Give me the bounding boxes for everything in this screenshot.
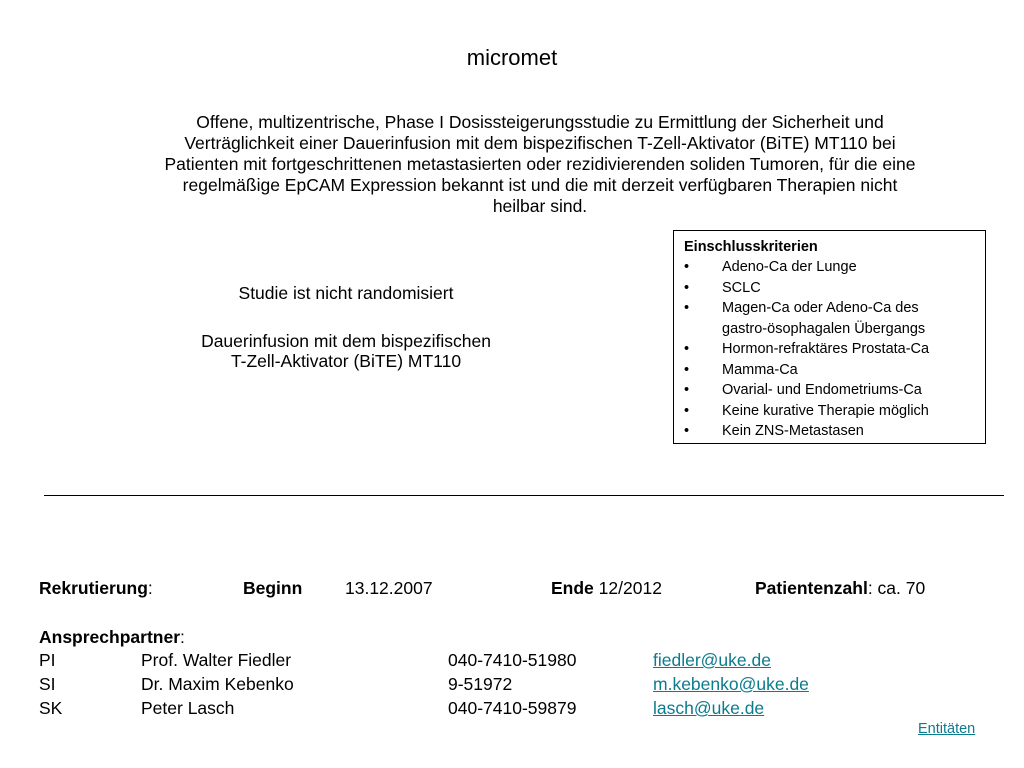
criteria-item <box>684 401 975 422</box>
bullet-icon: • <box>684 259 690 275</box>
bullet-icon: • <box>684 300 690 316</box>
section-divider <box>44 495 1004 496</box>
criteria-item-text: SCLC <box>722 279 761 296</box>
contact-name: Prof. Walter Fiedler <box>141 650 292 670</box>
contact-name: Peter Lasch <box>141 698 235 718</box>
patient-count-value: : ca. 70 <box>867 578 926 598</box>
criteria-item <box>684 380 975 401</box>
contact-email-link[interactable]: m.kebenko@uke.de <box>653 674 809 694</box>
recruitment-label: Rekrutierung: <box>39 578 153 598</box>
infusion-note: Dauerinfusion mit dem bispezifischen T-Zell-Aktivator (BiTE) MT110 <box>201 331 491 371</box>
contact-phone: 9-51972 <box>448 674 513 694</box>
start-date: 13.12.2007 <box>345 578 433 598</box>
end-date: 12/2012 <box>598 578 662 598</box>
page-title: micromet <box>466 45 558 70</box>
start-label: Beginn <box>243 578 303 598</box>
patient-count <box>755 576 925 600</box>
contact-phone: 040-7410-59879 <box>448 698 577 718</box>
bullet-icon: • <box>684 423 690 439</box>
end-label: Ende <box>551 578 594 598</box>
criteria-item <box>684 257 975 278</box>
criteria-item <box>684 298 975 339</box>
randomization-note: Studie ist nicht randomisiert <box>238 283 454 303</box>
contacts-label: Ansprechpartner: <box>39 627 185 647</box>
end-info <box>551 576 662 600</box>
bullet-icon: • <box>684 279 690 296</box>
contact-role: SK <box>39 698 63 718</box>
criteria-item-text: Hormon-refraktäres Prostata-Ca <box>722 341 930 357</box>
criteria-item <box>684 360 975 381</box>
criteria-item-text: Ovarial- und Endometriums-Ca <box>722 382 922 398</box>
criteria-item <box>684 421 975 442</box>
contact-role: PI <box>39 650 56 670</box>
contact-name: Dr. Maxim Kebenko <box>141 674 294 694</box>
criteria-item-text: Kein ZNS-Metastasen <box>722 423 864 439</box>
bullet-icon: • <box>684 361 690 378</box>
criteria-item-text-continued: gastro-ösophagalen Übergangs <box>722 320 926 337</box>
contact-email-link[interactable]: lasch@uke.de <box>653 698 765 718</box>
study-description: Offene, multizentrische, Phase I Dosissteigerungsstudie zu Ermittlung der Sicherheit und Verträglichkeit einer Dauerinfusion mit dem bispezifischen T-Zell-Aktivator (BiTE) MT110 bei Patienten mit fortgeschrittenen metastasierten oder rezidivierenden soliden Tumoren, für die eine regelmäßige EpCAM Expression bekannt ist und die mit derzeit verfügbaren Therapien nicht heilbar sind. <box>164 112 916 216</box>
criteria-item <box>684 339 975 360</box>
bullet-icon: • <box>684 341 690 357</box>
criteria-item-text: Keine kurative Therapie möglich <box>722 402 929 419</box>
inclusion-criteria-list <box>684 257 975 442</box>
inclusion-criteria-box <box>673 230 986 444</box>
entities-link[interactable]: Entitäten <box>918 721 976 737</box>
patient-count-label: Patientenzahl <box>755 578 868 598</box>
criteria-item-text: Magen-Ca oder Adeno-Ca des <box>722 300 919 316</box>
contact-role: SI <box>39 674 56 694</box>
contact-phone: 040-7410-51980 <box>448 650 577 670</box>
bullet-icon: • <box>684 382 690 398</box>
contact-email-link[interactable]: fiedler@uke.de <box>653 650 771 670</box>
criteria-item <box>684 278 975 299</box>
inclusion-criteria-title: Einschlusskriterien <box>684 239 818 255</box>
criteria-item-text: Adeno-Ca der Lunge <box>722 259 857 275</box>
criteria-item-text: Mamma-Ca <box>722 361 798 378</box>
bullet-icon: • <box>684 402 690 419</box>
